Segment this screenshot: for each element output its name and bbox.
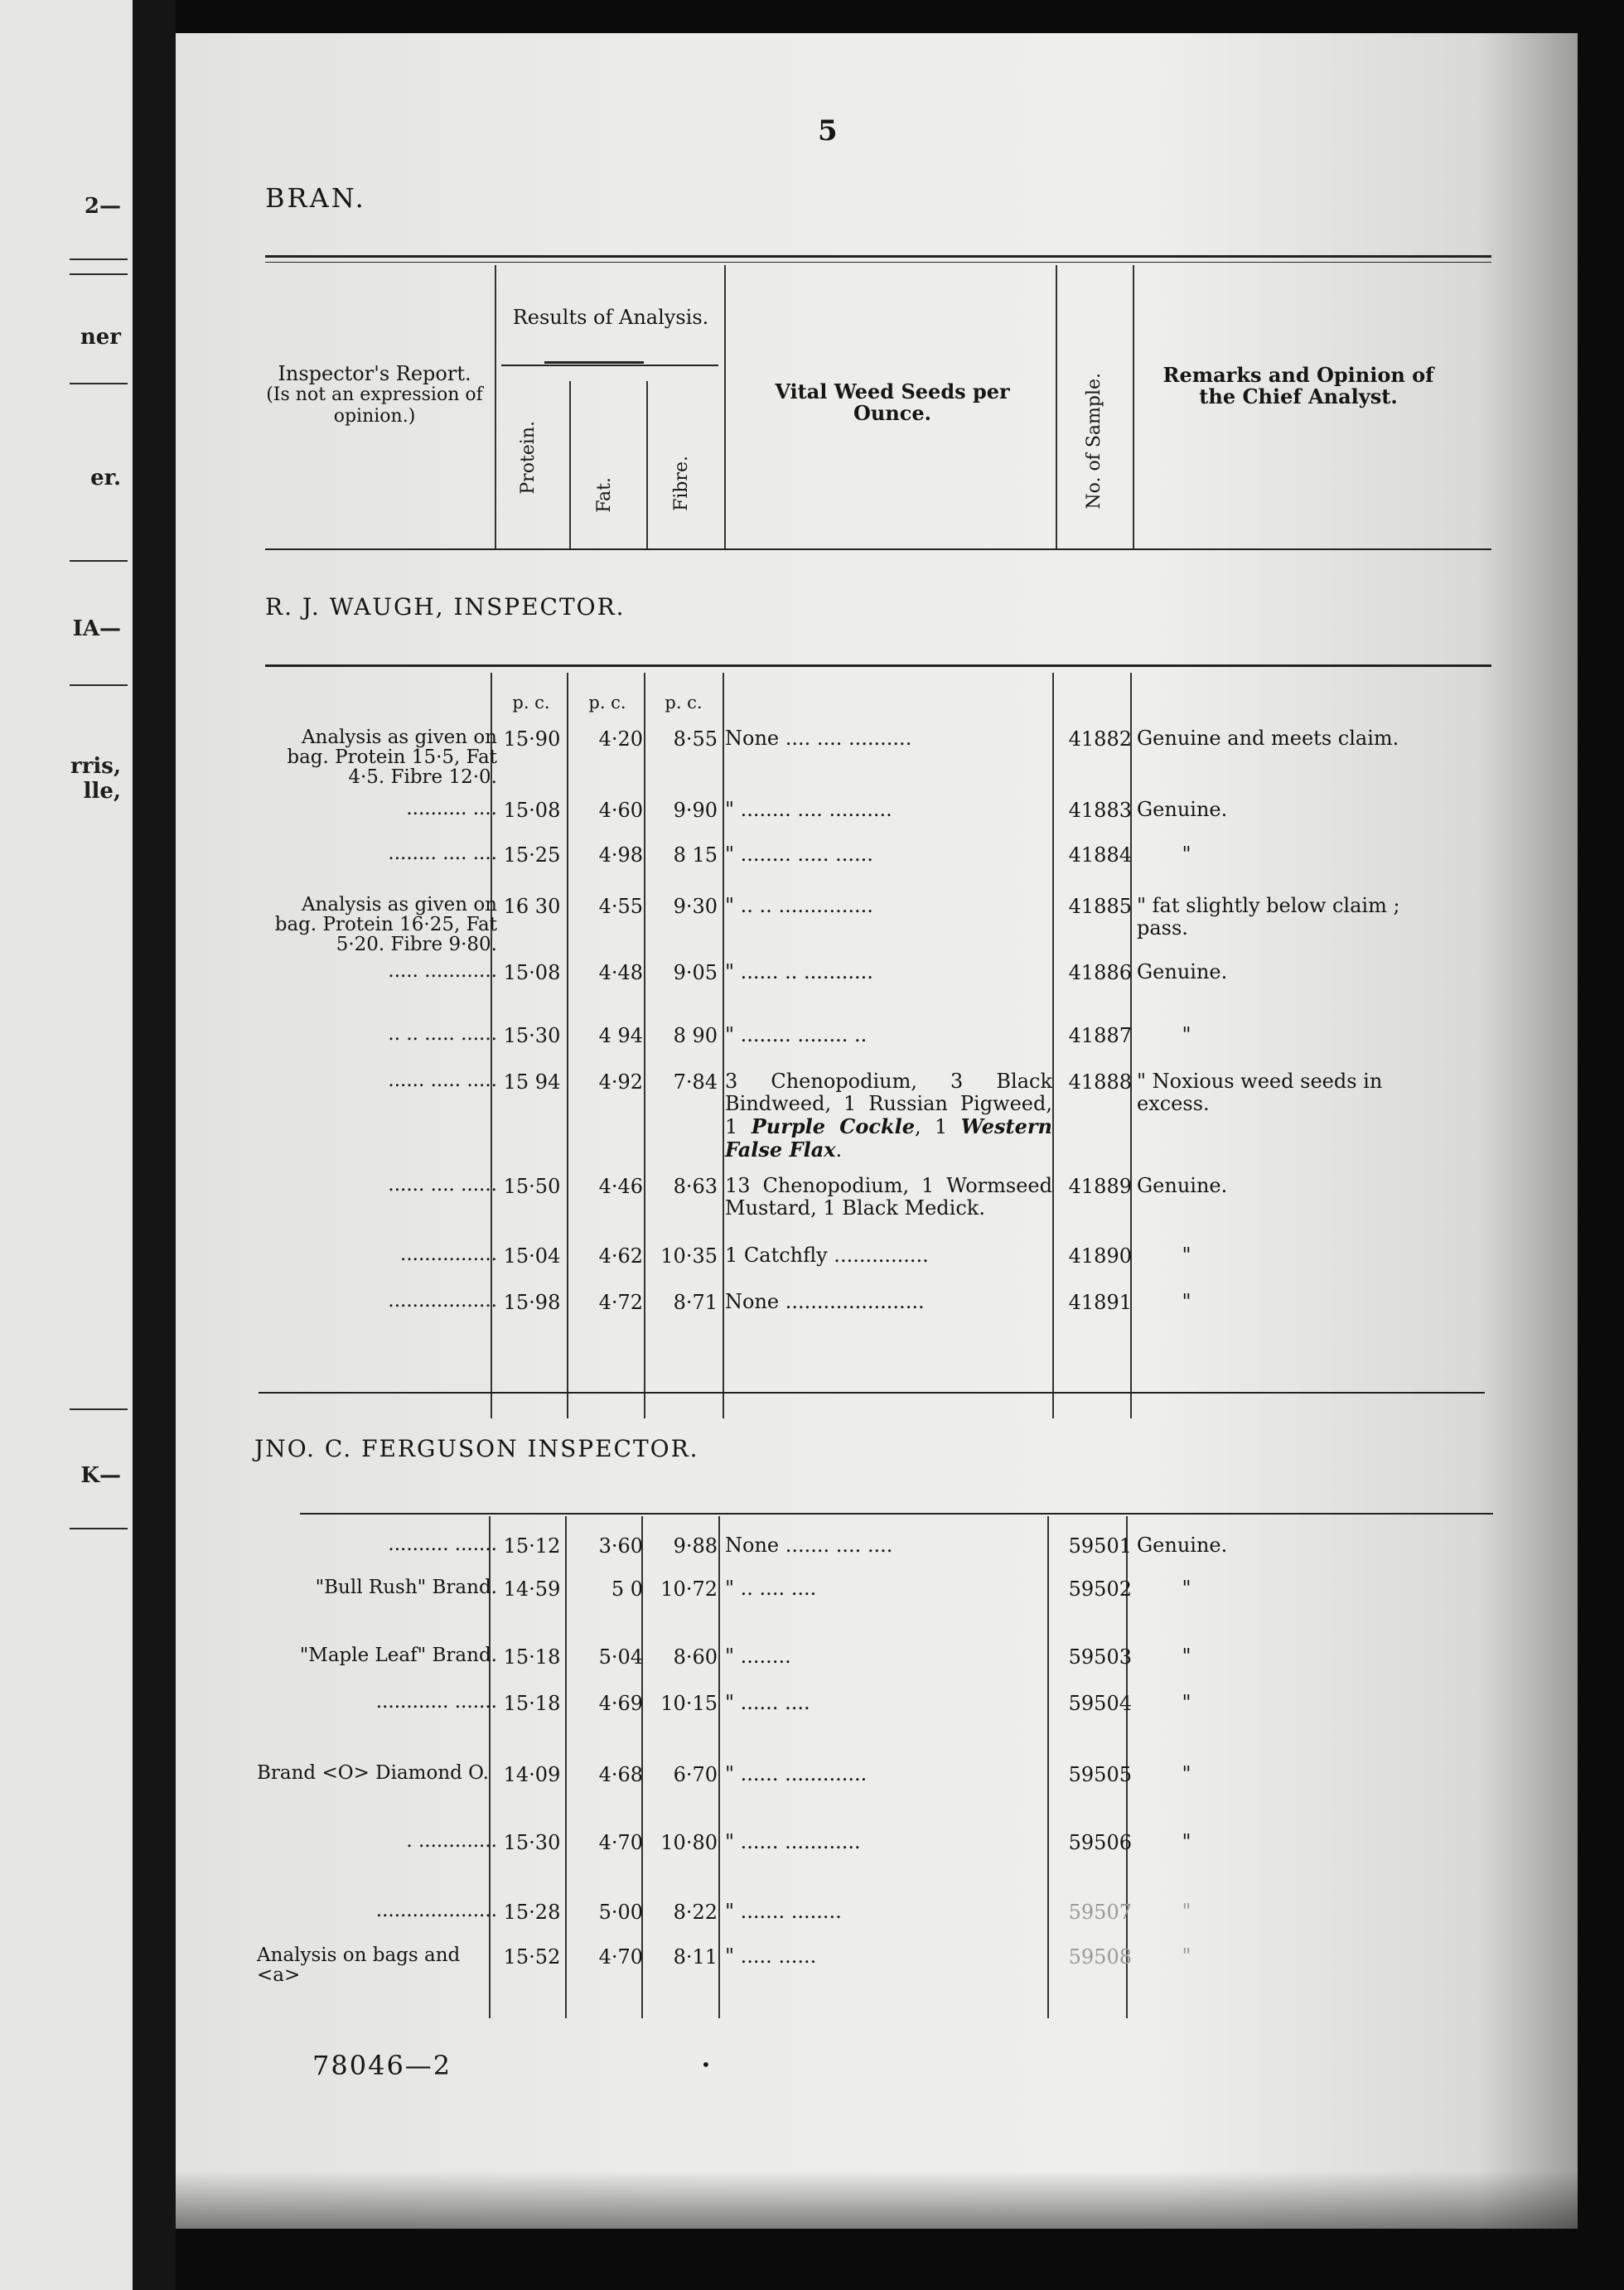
inspector-report-cell: ...... ..... ..... bbox=[388, 1070, 497, 1091]
remarks-cell: Genuine. bbox=[1137, 960, 1228, 983]
fibre-cell: 8·71 bbox=[673, 1291, 718, 1314]
fat-cell: 4·68 bbox=[598, 1763, 643, 1786]
fat-cell: 5·04 bbox=[598, 1645, 643, 1669]
inspector-heading-1: R. J. WAUGH, INSPECTOR. bbox=[265, 593, 626, 621]
sample-number-cell: 41882 bbox=[1068, 727, 1132, 751]
fat-cell: 4·48 bbox=[598, 961, 643, 984]
protein-cell: 15·28 bbox=[503, 1901, 561, 1924]
remarks-cell: " bbox=[1182, 843, 1191, 866]
section-rule-2 bbox=[259, 1392, 1485, 1394]
fibre-cell: 8·22 bbox=[673, 1901, 718, 1924]
inspector-report-cell: ............ ....... bbox=[375, 1691, 497, 1713]
fibre-cell: 8·55 bbox=[673, 727, 718, 751]
fat-cell: 4·62 bbox=[598, 1244, 643, 1268]
header-remarks: Remarks and Opinion of the Chief Analyst. bbox=[1162, 363, 1434, 408]
inspector-report-cell: .......... ....... bbox=[388, 1534, 497, 1555]
fat-cell: 3·60 bbox=[598, 1534, 643, 1558]
protein-cell: 14·09 bbox=[503, 1763, 561, 1786]
fat-cell: 5 0 bbox=[611, 1577, 643, 1601]
inspector-report-cell: Analysis on bags and <a> bbox=[257, 1945, 461, 1986]
prev-page-fragment: K— bbox=[80, 1463, 121, 1488]
protein-cell: 14·59 bbox=[503, 1577, 561, 1601]
inspector-report-cell: .......... .... bbox=[406, 798, 497, 819]
footer-code: 78046—2 bbox=[312, 2050, 452, 2081]
inspector-heading-2: JNO. C. FERGUSON INSPECTOR. bbox=[254, 1435, 699, 1462]
sample-number-cell: 59505 bbox=[1068, 1763, 1132, 1786]
fibre-cell: 10·80 bbox=[660, 1831, 718, 1854]
sample-number-cell: 41884 bbox=[1068, 843, 1132, 867]
sample-number-cell: 59501 bbox=[1068, 1534, 1132, 1558]
book-gutter bbox=[133, 0, 176, 2290]
weed-seeds-cell: None ...................... bbox=[725, 1290, 925, 1313]
protein-cell: 15·12 bbox=[503, 1534, 561, 1558]
inspector-report-cell: Analysis as given on bag. Protein 16·25, Fat 5·20. Fibre 9·80. bbox=[274, 894, 497, 955]
sample-number-cell: 59502 bbox=[1068, 1577, 1132, 1601]
fibre-cell: 9·88 bbox=[673, 1534, 718, 1558]
inspector-report-cell: "Maple Leaf" Brand. bbox=[299, 1645, 497, 1666]
weed-seeds-cell bbox=[725, 1070, 1052, 1162]
weed-seeds-fragment: 3 Chenopodium, 3 Black Bindweed, 1 Russian Pigweed, 1 bbox=[725, 1070, 1052, 1138]
protein-cell: 15·30 bbox=[503, 1024, 561, 1047]
sample-number-cell: 41889 bbox=[1068, 1175, 1132, 1198]
fibre-cell: 10·72 bbox=[660, 1577, 718, 1601]
weed-seeds-cell: " ........ ..... ...... bbox=[725, 843, 873, 866]
weed-seeds-cell: " ........ ........ .. bbox=[725, 1023, 868, 1046]
remarks-cell: " bbox=[1182, 1945, 1191, 1968]
remarks-cell: " bbox=[1182, 1244, 1191, 1267]
fibre-cell: 8·63 bbox=[673, 1175, 718, 1198]
fibre-cell: 8 15 bbox=[673, 843, 718, 867]
fibre-cell: 9·90 bbox=[673, 799, 718, 822]
protein-cell: 15·18 bbox=[503, 1645, 561, 1669]
remarks-cell: " bbox=[1182, 1577, 1191, 1600]
remarks-cell: " bbox=[1182, 1290, 1191, 1313]
weed-seeds-fragment: Western False Flax bbox=[725, 1114, 1053, 1162]
prev-page-fragment: lle, bbox=[83, 779, 121, 804]
inspector-report-cell: .................. bbox=[388, 1290, 497, 1312]
sample-number-cell: 59506 bbox=[1068, 1831, 1132, 1854]
header-fibre: Fibre. bbox=[671, 456, 692, 511]
sample-number-cell: 41885 bbox=[1068, 895, 1132, 918]
fibre-cell: 6·70 bbox=[673, 1763, 718, 1786]
prev-page-fragment: ner bbox=[80, 325, 121, 350]
fibre-cell: 7·84 bbox=[673, 1070, 718, 1094]
sample-number-cell: 59503 bbox=[1068, 1645, 1132, 1669]
header-vital-weed-seeds: Vital Weed Seeds per Ounce. bbox=[775, 379, 1010, 425]
prev-page-fragment: 2— bbox=[84, 194, 121, 219]
inspector-report-cell: Brand <O> Diamond O. bbox=[257, 1762, 489, 1784]
protein-cell: 15·08 bbox=[503, 799, 561, 822]
weed-seeds-cell: 13 Chenopodium, 1 Wormseed Mustard, 1 Black Medick. bbox=[725, 1174, 1052, 1220]
fat-cell: 4·98 bbox=[598, 843, 643, 867]
weed-seeds-cell: None ....... .... .... bbox=[725, 1534, 893, 1557]
protein-cell: 15·90 bbox=[503, 727, 561, 751]
fat-cell: 4·46 bbox=[598, 1175, 643, 1198]
fibre-cell: 10·35 bbox=[660, 1244, 718, 1268]
fat-cell: 4 94 bbox=[598, 1024, 643, 1047]
fibre-cell: 8·11 bbox=[673, 1945, 718, 1969]
fibre-cell: 9·30 bbox=[673, 895, 718, 918]
weed-seeds-cell: " ...... .. ........... bbox=[725, 960, 873, 983]
header-inspector-report: Inspector's Report. bbox=[278, 362, 471, 385]
weed-seeds-cell: " .. .. ............... bbox=[725, 894, 873, 917]
weed-seeds-cell: " ...... ............ bbox=[725, 1830, 861, 1853]
prev-page-fragment: IA— bbox=[72, 616, 121, 641]
inspector-report-cell: .................... bbox=[375, 1900, 497, 1921]
remarks-cell: Genuine. bbox=[1137, 1174, 1228, 1197]
inspector-report-cell: ...... .... ...... bbox=[388, 1174, 497, 1196]
fat-cell: 4·55 bbox=[598, 895, 643, 918]
inspector-report-cell: Analysis as given on bag. Protein 15·5, Fat 4·5. Fibre 12·0. bbox=[287, 727, 497, 788]
remarks-cell: Genuine. bbox=[1137, 1534, 1228, 1557]
weed-seeds-cell: " .. .... .... bbox=[725, 1577, 817, 1600]
page-number: 5 bbox=[818, 114, 838, 147]
weed-seeds-cell: " ........ .... .......... bbox=[725, 798, 892, 821]
fibre-cell: 10·15 bbox=[660, 1692, 718, 1715]
protein-cell: 15·50 bbox=[503, 1175, 561, 1198]
protein-cell: 15·04 bbox=[503, 1244, 561, 1268]
previous-page-edge bbox=[0, 0, 133, 2290]
protein-cell: 15·52 bbox=[503, 1945, 561, 1969]
sample-number-cell: 59508 bbox=[1068, 1945, 1132, 1969]
header-no-of-sample: No. of Sample. bbox=[1084, 373, 1104, 510]
protein-cell: 15·08 bbox=[503, 961, 561, 984]
weed-seeds-cell: 1 Catchfly ............... bbox=[725, 1244, 929, 1267]
fat-cell: 4·69 bbox=[598, 1692, 643, 1715]
ink-dot: • bbox=[701, 2055, 711, 2075]
remarks-cell: " bbox=[1182, 1830, 1191, 1853]
prev-page-fragment: er. bbox=[90, 466, 121, 490]
remarks-cell: " fat slightly below claim ; pass. bbox=[1137, 894, 1400, 940]
fat-cell: 4·60 bbox=[598, 799, 643, 822]
remarks-cell: Genuine and meets claim. bbox=[1137, 727, 1399, 750]
protein-cell: 15·98 bbox=[503, 1291, 561, 1314]
fibre-cell: 8·60 bbox=[673, 1645, 718, 1669]
inspector-report-cell: . ............. bbox=[406, 1830, 497, 1852]
remarks-cell: " bbox=[1182, 1645, 1191, 1668]
remarks-cell: " bbox=[1182, 1691, 1191, 1714]
fat-cell: 4·92 bbox=[598, 1070, 643, 1094]
fibre-cell: 8 90 bbox=[673, 1024, 718, 1047]
sample-number-cell: 41883 bbox=[1068, 799, 1132, 822]
sample-number-cell: 41886 bbox=[1068, 961, 1132, 984]
sample-number-cell: 41887 bbox=[1068, 1024, 1132, 1047]
weed-seeds-fragment: . bbox=[835, 1138, 843, 1162]
fat-cell: 4·20 bbox=[598, 727, 643, 751]
fat-cell: 4·70 bbox=[598, 1945, 643, 1969]
sample-number-cell: 41890 bbox=[1068, 1244, 1132, 1268]
inspector-report-cell: "Bull Rush" Brand. bbox=[315, 1577, 497, 1598]
protein-cell: 15·18 bbox=[503, 1692, 561, 1715]
remarks-cell: " bbox=[1182, 1900, 1191, 1923]
weed-seeds-cell: " ..... ...... bbox=[725, 1945, 817, 1968]
section-rule-1 bbox=[265, 664, 1491, 667]
sample-number-cell: 59504 bbox=[1068, 1692, 1132, 1715]
protein-cell: 15·30 bbox=[503, 1831, 561, 1854]
section-title: BRAN. bbox=[265, 182, 366, 214]
sample-number-cell: 59507 bbox=[1068, 1901, 1132, 1924]
weed-seeds-cell: None .... .... .......... bbox=[725, 727, 912, 750]
protein-cell: 15·25 bbox=[503, 843, 561, 867]
inspector-report-cell: ..... ............ bbox=[388, 960, 497, 982]
sample-number-cell: 41888 bbox=[1068, 1070, 1132, 1094]
fibre-cell: 9·05 bbox=[673, 961, 718, 984]
header-protein: Protein. bbox=[518, 421, 539, 495]
protein-cell: 15 94 bbox=[503, 1070, 561, 1094]
prev-page-fragment: rris, bbox=[70, 754, 121, 779]
section-rule-3 bbox=[300, 1513, 1493, 1515]
header-top-rule-thin bbox=[265, 262, 1491, 263]
unit-fat: p. c. bbox=[588, 693, 626, 713]
remarks-cell: Genuine. bbox=[1137, 798, 1228, 821]
header-results-of-analysis: Results of Analysis. bbox=[512, 306, 709, 329]
weed-seeds-fragment: , 1 bbox=[914, 1115, 961, 1138]
bottom-shadow bbox=[176, 2171, 1578, 2290]
weed-seeds-cell: " ........ bbox=[725, 1645, 791, 1668]
fat-cell: 4·72 bbox=[598, 1291, 643, 1314]
header-top-rule bbox=[265, 255, 1491, 258]
inspector-report-cell: ........ .... .... bbox=[388, 843, 497, 864]
remarks-cell: " Noxious weed seeds in excess. bbox=[1137, 1070, 1383, 1115]
fat-cell: 4·70 bbox=[598, 1831, 643, 1854]
inspector-report-cell: ................ bbox=[400, 1244, 497, 1265]
unit-protein: p. c. bbox=[512, 693, 550, 713]
weed-seeds-fragment: Purple Cockle bbox=[751, 1114, 915, 1138]
unit-fibre: p. c. bbox=[665, 693, 703, 713]
protein-cell: 16 30 bbox=[503, 895, 561, 918]
weed-seeds-cell: " ....... ........ bbox=[725, 1900, 842, 1923]
sample-number-cell: 41891 bbox=[1068, 1291, 1132, 1314]
header-inspector-report-note: (Is not an expression of opinion.) bbox=[266, 384, 483, 427]
weed-seeds-cell: " ...... ............. bbox=[725, 1762, 868, 1785]
remarks-cell: " bbox=[1182, 1762, 1191, 1785]
header-fat: Fat. bbox=[594, 477, 615, 513]
header-bottom-rule bbox=[265, 548, 1491, 550]
weed-seeds-cell: " ...... .... bbox=[725, 1691, 810, 1714]
document-page bbox=[176, 33, 1578, 2229]
remarks-cell: " bbox=[1182, 1023, 1191, 1046]
inspector-report-cell: .. .. ..... ...... bbox=[388, 1023, 497, 1045]
fat-cell: 5·00 bbox=[598, 1901, 643, 1924]
